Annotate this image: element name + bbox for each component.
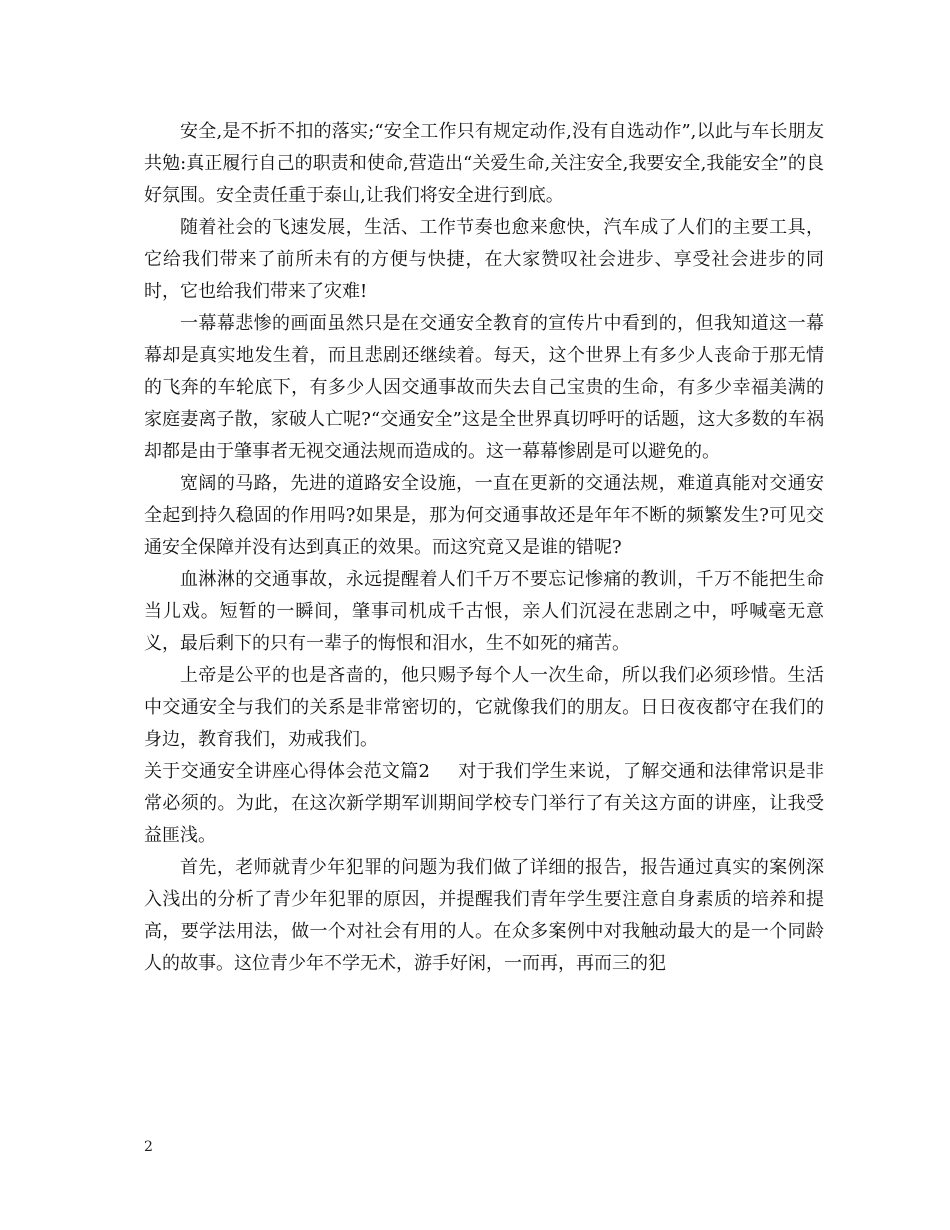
paragraph-4: 宽阔的马路，先进的道路安全设施，一直在更新的交通法规，难道真能对交通安全起到持久稳固的作用吗?如果是，那为何交通事故还是年年不断的频繁发生?可见交通安全保障并没有达到真正的效果。而这究竟又是谁的错呢? bbox=[144, 473, 824, 558]
section-2-paragraph-1: 首先，老师就青少年犯罪的问题为我们做了详细的报告，报告通过真实的案例深入浅出的分析了青少年犯罪的原因，并提醒我们青年学生要注意自身素质的培养和提高，要学法用法，做一个对社会有用的人。在众多案例中对我触动最大的是一个同龄人的故事。这位青少年不学无术，游手好闲，一而再，再而三的犯 bbox=[144, 857, 824, 974]
body-text bbox=[144, 116, 824, 980]
section-2-intro-text: 对于我们学生来说，了解交通和法律常识是非常必须的。为此，在这次新学期军训期间学校专门举行了有关这方面的讲座，让我受益匪浅。 bbox=[144, 761, 825, 846]
paragraph-6: 上帝是公平的也是吝啬的，他只赐予每个人一次生命，所以我们必须珍惜。生活中交通安全与我们的关系是非常密切的，它就像我们的朋友。日日夜夜都守在我们的身边，教育我们，劝戒我们。 bbox=[144, 665, 824, 750]
page-number: 2 bbox=[144, 1139, 153, 1155]
paragraph-2: 随着社会的飞速发展，生活、工作节奏也愈来愈快，汽车成了人们的主要工具，它给我们带来了前所未有的方便与快捷，在大家赞叹社会进步、享受社会进步的同时，它也给我们带来了灾难! bbox=[144, 217, 824, 302]
section-2-heading: 关于交通安全讲座心得体会范文篇2 bbox=[144, 761, 430, 782]
paragraph-3: 一幕幕悲惨的画面虽然只是在交通安全教育的宣传片中看到的，但我知道这一幕幕却是真实地发生着，而且悲剧还继续着。每天，这个世界上有多少人丧命于那无情的飞奔的车轮底下，有多少人因交通事故而失去自己宝贵的生命，有多少幸福美满的家庭妻离子散，家破人亡呢?“交通安全”这是全世界真切呼吁的话题，这大多数的车祸却都是由于肇事者无视交通法规而造成的。这一幕幕惨剧是可以避免的。 bbox=[144, 313, 824, 462]
section-2-first-paragraph bbox=[144, 756, 824, 852]
paragraph-1: 安全,是不折不扣的落实;“安全工作只有规定动作,没有自选动作”,以此与车长朋友共勉:真正履行自己的职责和使命,营造出“关爱生命,关注安全,我要安全,我能安全”的良好氛围。安全责任重于泰山,让我们将安全进行到底。 bbox=[144, 121, 824, 206]
paragraph-5: 血淋淋的交通事故，永远提醒着人们千万不要忘记惨痛的教训，千万不能把生命当儿戏。短暂的一瞬间，肇事司机成千古恨，亲人们沉浸在悲剧之中，呼喊毫无意义，最后剩下的只有一辈子的悔恨和泪水，生不如死的痛苦。 bbox=[144, 569, 824, 654]
